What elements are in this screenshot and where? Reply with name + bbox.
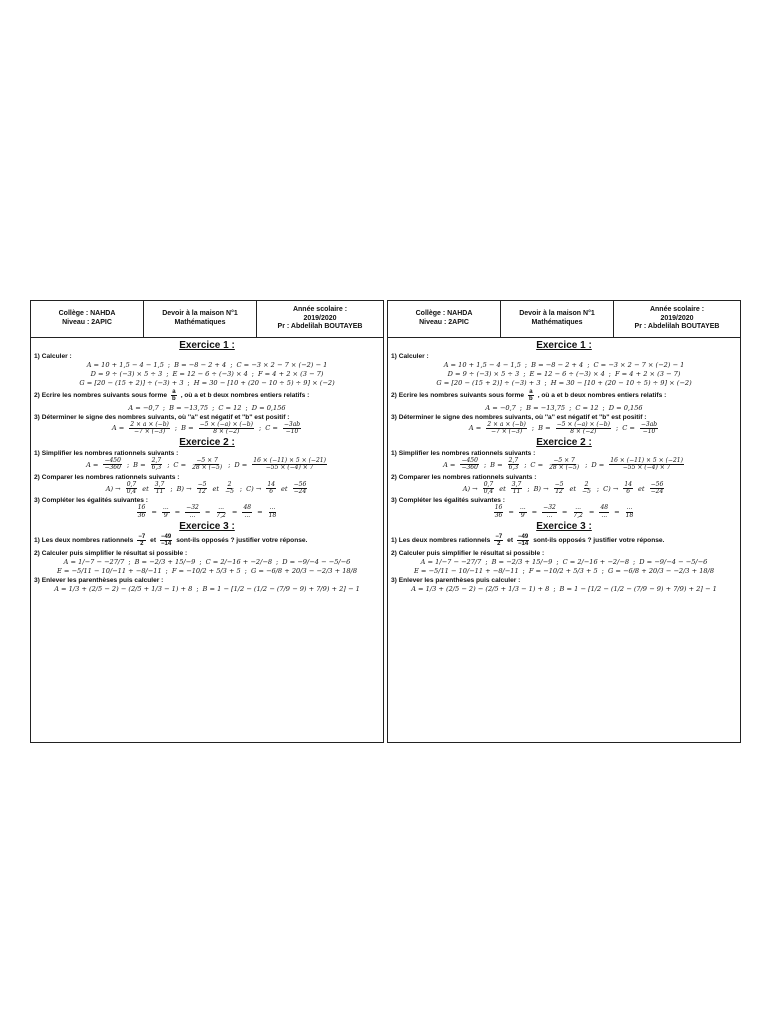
cmpB-frac1 bbox=[197, 482, 208, 496]
frac-den: ... bbox=[189, 511, 196, 519]
ex2-A-lhs: A = bbox=[86, 460, 99, 469]
frac-num: 48 bbox=[600, 504, 609, 512]
frac-den: ... bbox=[601, 511, 608, 519]
frac-num: 2 bbox=[584, 480, 589, 488]
ex1-C: C = −3 × 2 − 7 × (−2) − 1 bbox=[236, 361, 328, 369]
ex1-row5: A = $\frac{2 \times a \times (-b)}{-7 \times (-3)}$ ; B = $\frac{-5 \times (-a) \times (-b)}{8 \times (-2)}$ ; C = $\frac{-3ab}{-10}$ bbox=[111, 420, 301, 435]
frac-den: 2 bbox=[497, 541, 501, 548]
niveau: Niveau : 2APIC bbox=[419, 319, 469, 326]
eg-frac-6 bbox=[625, 505, 635, 519]
frac-den: 28 × (−5) bbox=[192, 464, 223, 472]
header-college-cell bbox=[388, 301, 501, 337]
annee: 2019/2020 bbox=[303, 314, 337, 322]
ex1-row2: D = 9 ÷ (−3) × 5 ÷ 3 ; E = 12 − 6 ÷ (−3) × 4 ; F = 4 + 2 × (3 − 7) bbox=[447, 370, 681, 378]
ex3-D: D = −9/−4 − −5/−6 bbox=[639, 557, 708, 566]
frac-num: 14 bbox=[267, 480, 276, 488]
ex3-q1 bbox=[31, 534, 383, 548]
frac-num: ... bbox=[269, 504, 276, 512]
ex3-q1-frac1 bbox=[494, 534, 503, 548]
ex3-q2: 2) Calculer puis simplifier le résultat si possible : bbox=[34, 549, 188, 557]
header-devoir-cell bbox=[501, 301, 614, 337]
frac-den: 0,4 bbox=[126, 488, 137, 496]
frac-den: 6 bbox=[269, 488, 274, 496]
frac-den: 8 × (−2) bbox=[213, 427, 240, 435]
ex1-q2-text-2: , où a et b deux nombres entiers relatifs : bbox=[537, 392, 667, 400]
eg-frac-4 bbox=[215, 505, 227, 519]
frac-num: 14 bbox=[624, 480, 633, 488]
frac-den: 11 bbox=[512, 488, 521, 496]
eg-frac-4 bbox=[572, 505, 584, 519]
frac-num: 0,7 bbox=[483, 480, 494, 488]
frac-den: −360 bbox=[104, 464, 121, 472]
frac-den: −24 bbox=[293, 488, 307, 496]
ex1-q3: 3) Déterminer le signe des nombres suivants, où ''a'' est négatif et ''b'' est positif : bbox=[34, 413, 290, 421]
ex1-row4: A = −0,7 ; B = −13,75 ; C = 12 ; D = 0,156 bbox=[485, 403, 643, 412]
frac-num: ... bbox=[626, 504, 633, 512]
ex3-row3: A = 1/3 + (2/5 − 2) − (2/5 + 1/3 − 1) + 8 ; B = 1 − [1/2 − (1/2 − (7/9 − 9) + 7/9) + 2] − 1 bbox=[411, 584, 717, 593]
ex3-E: E = −5/11 − 10/−11 + −8/−11 bbox=[56, 566, 162, 575]
exercice-3-title: Exercice 3 : bbox=[179, 520, 235, 532]
frac-den: 36 bbox=[494, 511, 503, 519]
frac-num: 16 bbox=[137, 504, 146, 512]
ex1-q2-fraction bbox=[171, 389, 177, 403]
frac-den: −14 bbox=[161, 541, 172, 548]
frac-den: b bbox=[529, 396, 533, 403]
ex3-q1-text: 1) Les deux nombres rationnels bbox=[391, 537, 491, 545]
frac-den: 6,3 bbox=[151, 464, 162, 472]
ex3-B: B = −2/3 + 15/−9 bbox=[134, 557, 196, 566]
frac-num: −450 bbox=[104, 457, 121, 465]
ex1-q2-fraction bbox=[528, 389, 534, 403]
ex1-B: B = −8 − 2 + 4 bbox=[531, 361, 584, 369]
frac-num: ... bbox=[162, 504, 169, 512]
frac-num: −5 × 7 bbox=[196, 457, 218, 465]
ex2-B-lhs: B = bbox=[490, 460, 503, 469]
ex3-D: D = −9/−4 − −5/−6 bbox=[282, 557, 351, 566]
ex1-q3-C-frac bbox=[640, 422, 658, 436]
ex1-q3-C-frac bbox=[283, 422, 301, 436]
cmpC-label: C) → bbox=[603, 484, 619, 493]
header-annee-cell bbox=[257, 301, 383, 337]
frac-num: −5 bbox=[554, 480, 564, 488]
ex3-q3-A: A = 1/3 + (2/5 − 2) − (2/5 + 1/3 − 1) + 8 bbox=[54, 584, 193, 593]
header-table bbox=[388, 301, 740, 338]
frac-num: −3ab bbox=[283, 420, 301, 428]
ex2-D-frac bbox=[252, 458, 327, 472]
frac-den: 12 bbox=[198, 488, 206, 496]
ex3-row1: A = 1/−7 − −27/7 ; B = −2/3 + 15/−9 ; C = 2/−16 + −2/−8 ; D = −9/−4 − −5/−6 bbox=[420, 557, 708, 566]
ex3-C: C = 2/−16 + −2/−8 bbox=[562, 557, 630, 566]
header-devoir-cell bbox=[144, 301, 257, 337]
eg-frac-2 bbox=[162, 505, 170, 519]
frac-den: 7,2 bbox=[216, 511, 226, 519]
cmpB-label: B) → bbox=[533, 484, 549, 493]
frac-num: a bbox=[172, 389, 176, 395]
ex1-q2-C: C = 12 bbox=[575, 403, 599, 412]
frac-num: −5 × (−a) × (−b) bbox=[199, 420, 253, 428]
ex3-row2: E = −5/11 − 10/−11 + −8/−11 ; F = −10/2 + 5/3 + 5 ; G = −6/8 + 20/3 − −2/3 + 18/8 bbox=[413, 566, 715, 575]
cmpA-frac2 bbox=[511, 482, 523, 496]
frac-num: 16 × (−11) × 5 × (−21) bbox=[610, 457, 683, 465]
college-name: Collège : NAHDA bbox=[58, 310, 116, 318]
ex2-D-lhs: D = bbox=[591, 460, 605, 469]
matiere: Mathématiques bbox=[531, 319, 583, 326]
ex1-q1: 1) Calculer : bbox=[391, 353, 429, 360]
frac-num: ... bbox=[519, 504, 526, 512]
eg-frac-1 bbox=[137, 505, 147, 519]
annee: 2019/2020 bbox=[660, 314, 694, 322]
frac-den: −5 bbox=[582, 488, 591, 496]
frac-den: ... bbox=[244, 511, 251, 519]
header-annee-cell bbox=[614, 301, 740, 337]
ex1-q3-B-lhs: B = bbox=[181, 424, 194, 433]
cmpA-label: A) → bbox=[105, 484, 121, 493]
frac-den: 0,4 bbox=[483, 488, 494, 496]
ex2-row2: A) → $\frac{0,7}{0,4}$ et $\frac{3,7}{11}$ ; B) → $\frac{-5}{12}$ et $\frac{2}{-5}$ ; C) → $\frac{14}{6}$ et $\frac{-56}{-24}$ bbox=[105, 480, 307, 496]
frac-den: 6,3 bbox=[508, 464, 519, 472]
ex2-C-frac bbox=[548, 458, 580, 472]
annee-label: Année scolaire : bbox=[649, 305, 705, 313]
frac-num: −7 bbox=[138, 533, 146, 540]
frac-den: 11 bbox=[155, 488, 164, 496]
frac-num: −450 bbox=[461, 457, 478, 465]
cmpB-et: et bbox=[212, 484, 220, 493]
frac-den: 6 bbox=[626, 488, 631, 496]
ex1-H: H = 30 − [10 + (20 − 10 ÷ 5) ÷ 9] × (−2) bbox=[193, 379, 335, 387]
cmpA-frac1 bbox=[126, 482, 138, 496]
ex2-B-frac bbox=[151, 458, 163, 472]
eg-frac-5 bbox=[242, 505, 252, 519]
ex3-q3-B: B = 1 − [1/2 − (1/2 − (7/9 − 9) + 7/9) + 2] − 1 bbox=[559, 584, 717, 593]
ex1-row5: A = $\frac{2 \times a \times (-b)}{-7 \times (-3)}$ ; B = $\frac{-5 \times (-a) \times (-b)}{8 \times (-2)}$ ; C = $\frac{-3ab}{-10}$ bbox=[468, 420, 658, 435]
ex1-E: E = 12 − 6 ÷ (−3) × 4 bbox=[172, 370, 248, 378]
frac-den: −10 bbox=[285, 427, 299, 435]
frac-den: −5 bbox=[225, 488, 234, 496]
ex2-q1: 1) Simplifier les nombres rationnels suivants : bbox=[391, 450, 536, 458]
ex3-row1: A = 1/−7 − −27/7 ; B = −2/3 + 15/−9 ; C = 2/−16 + −2/−8 ; D = −9/−4 − −5/−6 bbox=[63, 557, 351, 566]
ex3-q3: 3) Enlever les parenthèses puis calculer : bbox=[391, 576, 521, 584]
eg-frac-2 bbox=[519, 505, 527, 519]
cmpB-frac2 bbox=[581, 482, 592, 496]
ex1-row3: G = [20 − (15 + 2)] ÷ (−3) + 3 ; H = 30 − [10 + (20 − 10 ÷ 5) ÷ 9] × (−2) bbox=[436, 379, 692, 387]
cmpC-et: et bbox=[638, 484, 645, 493]
eg-frac-6 bbox=[268, 505, 278, 519]
ex2-B-lhs: B = bbox=[133, 460, 146, 469]
frac-num: −7 bbox=[495, 533, 503, 540]
ex3-G: G = −6/8 + 20/3 − −2/3 + 18/8 bbox=[251, 566, 358, 575]
ex2-q1: 1) Simplifier les nombres rationnels suivants : bbox=[34, 450, 179, 458]
prof: Pr : Abdelilah BOUTAYEB bbox=[277, 323, 363, 331]
exercice-3-title: Exercice 3 : bbox=[536, 520, 592, 532]
ex2-row3: $\frac{16}{36}$ = ... 9 = −32 ... = ... 7,2 = 48 ... = ... 18 bbox=[137, 504, 277, 519]
ex1-q3-C-lhs: C = bbox=[265, 424, 278, 433]
ex1-q2-B: B = −13,75 bbox=[526, 403, 566, 412]
frac-num: −5 bbox=[197, 480, 207, 488]
frac-num: 48 bbox=[243, 504, 252, 512]
ex2-row1: A = $\frac{-450}{-360}$ ; B = $\frac{2,7}{6,3}$ ; C = $\frac{-5 \times 7}{28 \times (-5)}$ ; D = $\frac{16 \times (-11) \times 5 \times (-21)}{-55 \times (-4) \times 7}$ bbox=[443, 457, 683, 472]
ex1-q3-B-frac bbox=[199, 422, 254, 436]
frac-num: −5 × 7 bbox=[553, 457, 575, 465]
frac-num: ... bbox=[575, 504, 582, 512]
header-college-cell bbox=[31, 301, 144, 337]
frac-den: −7 × (−3) bbox=[133, 427, 166, 435]
ex1-q3-A-frac bbox=[486, 422, 527, 436]
frac-num: 2,7 bbox=[151, 457, 162, 465]
frac-den: 9 bbox=[163, 511, 168, 519]
niveau: Niveau : 2APIC bbox=[62, 319, 112, 326]
eg-frac-3 bbox=[185, 505, 200, 519]
ex3-q1-et: et bbox=[150, 537, 157, 545]
ex2-row3: $\frac{16}{36}$ = ... 9 = −32 ... = ... 7,2 = 48 ... = ... 18 bbox=[494, 504, 634, 519]
cmpB-frac2 bbox=[224, 482, 235, 496]
worksheet-right bbox=[387, 300, 741, 743]
devoir-title: Devoir à la maison N°1 bbox=[519, 310, 595, 318]
cmpC-frac1 bbox=[623, 482, 633, 496]
ex1-q2-A: A = −0,7 bbox=[485, 403, 516, 412]
ex1-D: D = 9 ÷ (−3) × 5 ÷ 3 bbox=[447, 370, 520, 378]
ex2-D-lhs: D = bbox=[234, 460, 248, 469]
ex3-C: C = 2/−16 + −2/−8 bbox=[205, 557, 273, 566]
frac-num: 3,7 bbox=[511, 480, 522, 488]
frac-den: −7 × (−3) bbox=[490, 427, 523, 435]
ex3-F: F = −10/2 + 5/3 + 5 bbox=[171, 566, 241, 575]
ex3-G: G = −6/8 + 20/3 − −2/3 + 18/8 bbox=[608, 566, 715, 575]
ex3-A: A = 1/−7 − −27/7 bbox=[420, 557, 482, 566]
frac-num: −5 × (−a) × (−b) bbox=[556, 420, 610, 428]
ex1-q2-C: C = 12 bbox=[218, 403, 242, 412]
ex3-q3: 3) Enlever les parenthèses puis calculer : bbox=[34, 576, 164, 584]
frac-num: 2,7 bbox=[508, 457, 519, 465]
ex2-q2: 2) Comparer les nombres rationnels suivants : bbox=[391, 473, 537, 481]
devoir-title: Devoir à la maison N°1 bbox=[162, 310, 238, 318]
ex1-q2-text: 2) Ecrire les nombres suivants sous forme bbox=[391, 392, 525, 400]
ex1-row4: A = −0,7 ; B = −13,75 ; C = 12 ; D = 0,156 bbox=[128, 403, 286, 412]
ex1-q2-A: A = −0,7 bbox=[128, 403, 159, 412]
eg-frac-3 bbox=[542, 505, 557, 519]
ex1-F: F = 4 + 2 × (3 − 7) bbox=[258, 370, 324, 378]
ex3-q1 bbox=[388, 534, 740, 548]
ex2-B-frac bbox=[508, 458, 520, 472]
cmpC-frac2 bbox=[293, 482, 308, 496]
ex1-q3-A-frac bbox=[129, 422, 170, 436]
annee-label: Année scolaire : bbox=[292, 305, 348, 313]
frac-den: 18 bbox=[268, 511, 277, 519]
frac-num: 3,7 bbox=[154, 480, 165, 488]
frac-num: −56 bbox=[650, 480, 664, 488]
cmpA-et: et bbox=[142, 484, 149, 493]
frac-den: 28 × (−5) bbox=[549, 464, 580, 472]
ex2-q3: 3) Compléter les égalités suivantes : bbox=[34, 497, 148, 505]
cmpB-frac1 bbox=[554, 482, 565, 496]
frac-den: 18 bbox=[625, 511, 634, 519]
ex1-q3-B-lhs: B = bbox=[538, 424, 551, 433]
prof: Pr : Abdelilah BOUTAYEB bbox=[634, 323, 720, 331]
frac-den: −55 × (−4) × 7 bbox=[622, 464, 671, 472]
ex1-H: H = 30 − [10 + (20 − 10 ÷ 5) ÷ 9] × (−2) bbox=[550, 379, 692, 387]
ex3-q1-frac2 bbox=[160, 534, 172, 548]
frac-num: −56 bbox=[293, 480, 307, 488]
ex3-q1-text-2: sont-ils opposés ? justifier votre réponse. bbox=[533, 537, 665, 545]
ex2-A-frac bbox=[103, 458, 121, 472]
frac-num: −3ab bbox=[640, 420, 658, 428]
cmpC-frac2 bbox=[650, 482, 665, 496]
frac-num: 2 × a × (−b) bbox=[130, 420, 169, 428]
frac-den: −24 bbox=[650, 488, 664, 496]
cmpA-label: A) → bbox=[462, 484, 478, 493]
worksheet-left bbox=[30, 300, 384, 743]
frac-num: 16 bbox=[494, 504, 503, 512]
frac-num: 2 bbox=[227, 480, 232, 488]
exercice-1-title: Exercice 1 : bbox=[179, 340, 235, 351]
ex3-B: B = −2/3 + 15/−9 bbox=[491, 557, 553, 566]
ex2-C-frac bbox=[191, 458, 223, 472]
header-table bbox=[31, 301, 383, 338]
ex1-q3-B-frac bbox=[556, 422, 611, 436]
ex2-row1: A = $\frac{-450}{-360}$ ; B = $\frac{2,7}{6,3}$ ; C = $\frac{-5 \times 7}{28 \times (-5)}$ ; D = $\frac{16 \times (-11) \times 5 \times (-21)}{-55 \times (-4) \times 7}$ bbox=[86, 457, 326, 472]
frac-den: 8 × (−2) bbox=[570, 427, 597, 435]
cmpC-label: C) → bbox=[246, 484, 262, 493]
ex1-q3-C-lhs: C = bbox=[622, 424, 635, 433]
cmpB-et: et bbox=[569, 484, 577, 493]
ex1-G: G = [20 − (15 + 2)] ÷ (−3) + 3 bbox=[436, 379, 541, 387]
ex3-q3-A: A = 1/3 + (2/5 − 2) − (2/5 + 1/3 − 1) + 8 bbox=[411, 584, 550, 593]
exercice-2-title: Exercice 2 : bbox=[536, 437, 592, 449]
frac-den: 12 bbox=[555, 488, 563, 496]
ex1-row1: A = 10 + 1,5 − 4 − 1,5 ; B = −8 − 2 + 4 ; C = −3 × 2 − 7 × (−2) − 1 bbox=[86, 361, 328, 369]
frac-num: −49 bbox=[518, 533, 529, 540]
cmpC-frac1 bbox=[266, 482, 276, 496]
ex1-q2-D: D = 0,156 bbox=[251, 403, 286, 412]
frac-den: 2 bbox=[140, 541, 144, 548]
exercice-2-title: Exercice 2 : bbox=[179, 437, 235, 449]
ex1-E: E = 12 − 6 ÷ (−3) × 4 bbox=[529, 370, 605, 378]
frac-den: −55 × (−4) × 7 bbox=[265, 464, 314, 472]
cmpA-et: et bbox=[499, 484, 506, 493]
cmpC-et: et bbox=[281, 484, 288, 493]
frac-num: ... bbox=[218, 504, 225, 512]
eg-frac-5 bbox=[599, 505, 609, 519]
ex1-row1: A = 10 + 1,5 − 4 − 1,5 ; B = −8 − 2 + 4 ; C = −3 × 2 − 7 × (−2) − 1 bbox=[443, 361, 685, 369]
exercice-1-title: Exercice 1 : bbox=[536, 340, 592, 351]
frac-den: −360 bbox=[461, 464, 478, 472]
ex3-q3-B: B = 1 − [1/2 − (1/2 − (7/9 − 9) + 7/9) + 2] − 1 bbox=[202, 584, 360, 593]
frac-den: −10 bbox=[642, 427, 656, 435]
cmpB-label: B) → bbox=[176, 484, 192, 493]
ex1-G: G = [20 − (15 + 2)] ÷ (−3) + 3 bbox=[79, 379, 184, 387]
ex3-F: F = −10/2 + 5/3 + 5 bbox=[528, 566, 598, 575]
ex1-D: D = 9 ÷ (−3) × 5 ÷ 3 bbox=[90, 370, 163, 378]
frac-num: −32 bbox=[186, 504, 199, 512]
ex2-C-lhs: C = bbox=[530, 460, 544, 469]
ex1-q3-A-lhs: A = bbox=[111, 424, 125, 433]
eg-frac-1 bbox=[494, 505, 504, 519]
frac-num: −49 bbox=[161, 533, 172, 540]
ex1-row3: G = [20 − (15 + 2)] ÷ (−3) + 3 ; H = 30 − [10 + (20 − 10 ÷ 5) ÷ 9] × (−2) bbox=[79, 379, 335, 387]
ex1-q3: 3) Déterminer le signe des nombres suivants, où ''a'' est négatif et ''b'' est positif : bbox=[391, 413, 647, 421]
cmpA-frac2 bbox=[154, 482, 166, 496]
ex1-A: A = 10 + 1,5 − 4 − 1,5 bbox=[443, 361, 521, 369]
frac-den: b bbox=[172, 396, 176, 403]
ex1-q2 bbox=[31, 389, 383, 403]
ex3-E: E = −5/11 − 10/−11 + −8/−11 bbox=[413, 566, 519, 575]
ex3-q1-text-2: sont-ils opposés ? justifier votre réponse. bbox=[176, 537, 308, 545]
matiere: Mathématiques bbox=[174, 319, 226, 326]
frac-den: ... bbox=[546, 511, 553, 519]
frac-num: 16 × (−11) × 5 × (−21) bbox=[253, 457, 326, 465]
ex1-A: A = 10 + 1,5 − 4 − 1,5 bbox=[86, 361, 164, 369]
ex2-q3: 3) Compléter les égalités suivantes : bbox=[391, 497, 505, 505]
ex1-q2-D: D = 0,156 bbox=[608, 403, 643, 412]
frac-den: 9 bbox=[520, 511, 525, 519]
ex2-A-frac bbox=[460, 458, 478, 472]
frac-num: a bbox=[529, 389, 533, 395]
ex1-q1: 1) Calculer : bbox=[34, 353, 72, 360]
ex1-row2: D = 9 ÷ (−3) × 5 ÷ 3 ; E = 12 − 6 ÷ (−3) × 4 ; F = 4 + 2 × (3 − 7) bbox=[90, 370, 324, 378]
ex1-q2 bbox=[388, 389, 740, 403]
ex2-C-lhs: C = bbox=[173, 460, 187, 469]
ex1-q2-B: B = −13,75 bbox=[169, 403, 209, 412]
college-name: Collège : NAHDA bbox=[415, 310, 473, 318]
frac-den: −14 bbox=[518, 541, 529, 548]
ex1-q2-text-2: , où a et b deux nombres entiers relatifs : bbox=[180, 392, 310, 400]
ex3-q1-frac1 bbox=[137, 534, 146, 548]
ex3-q1-frac2 bbox=[517, 534, 529, 548]
ex1-q3-A-lhs: A = bbox=[468, 424, 482, 433]
ex1-C: C = −3 × 2 − 7 × (−2) − 1 bbox=[593, 361, 685, 369]
ex3-q2: 2) Calculer puis simplifier le résultat si possible : bbox=[391, 549, 545, 557]
frac-num: 2 × a × (−b) bbox=[487, 420, 526, 428]
ex3-row3: A = 1/3 + (2/5 − 2) − (2/5 + 1/3 − 1) + 8 ; B = 1 − [1/2 − (1/2 − (7/9 − 9) + 7/9) + 2] − 1 bbox=[54, 584, 360, 593]
ex1-q2-text: 2) Ecrire les nombres suivants sous forme bbox=[34, 392, 168, 400]
ex2-D-frac bbox=[609, 458, 684, 472]
ex3-q1-et: et bbox=[507, 537, 514, 545]
ex2-row2: A) → $\frac{0,7}{0,4}$ et $\frac{3,7}{11}$ ; B) → $\frac{-5}{12}$ et $\frac{2}{-5}$ ; C) → $\frac{14}{6}$ et $\frac{-56}{-24}$ bbox=[462, 480, 664, 496]
ex3-A: A = 1/−7 − −27/7 bbox=[63, 557, 125, 566]
frac-den: 7,2 bbox=[573, 511, 583, 519]
frac-den: 36 bbox=[137, 511, 146, 519]
ex3-q1-text: 1) Les deux nombres rationnels bbox=[34, 537, 134, 545]
frac-num: −32 bbox=[543, 504, 556, 512]
ex1-B: B = −8 − 2 + 4 bbox=[174, 361, 227, 369]
ex2-q2: 2) Comparer les nombres rationnels suivants : bbox=[34, 473, 180, 481]
cmpA-frac1 bbox=[483, 482, 495, 496]
ex3-row2: E = −5/11 − 10/−11 + −8/−11 ; F = −10/2 + 5/3 + 5 ; G = −6/8 + 20/3 − −2/3 + 18/8 bbox=[56, 566, 358, 575]
frac-num: 0,7 bbox=[126, 480, 137, 488]
ex1-F: F = 4 + 2 × (3 − 7) bbox=[615, 370, 681, 378]
ex2-A-lhs: A = bbox=[443, 460, 456, 469]
